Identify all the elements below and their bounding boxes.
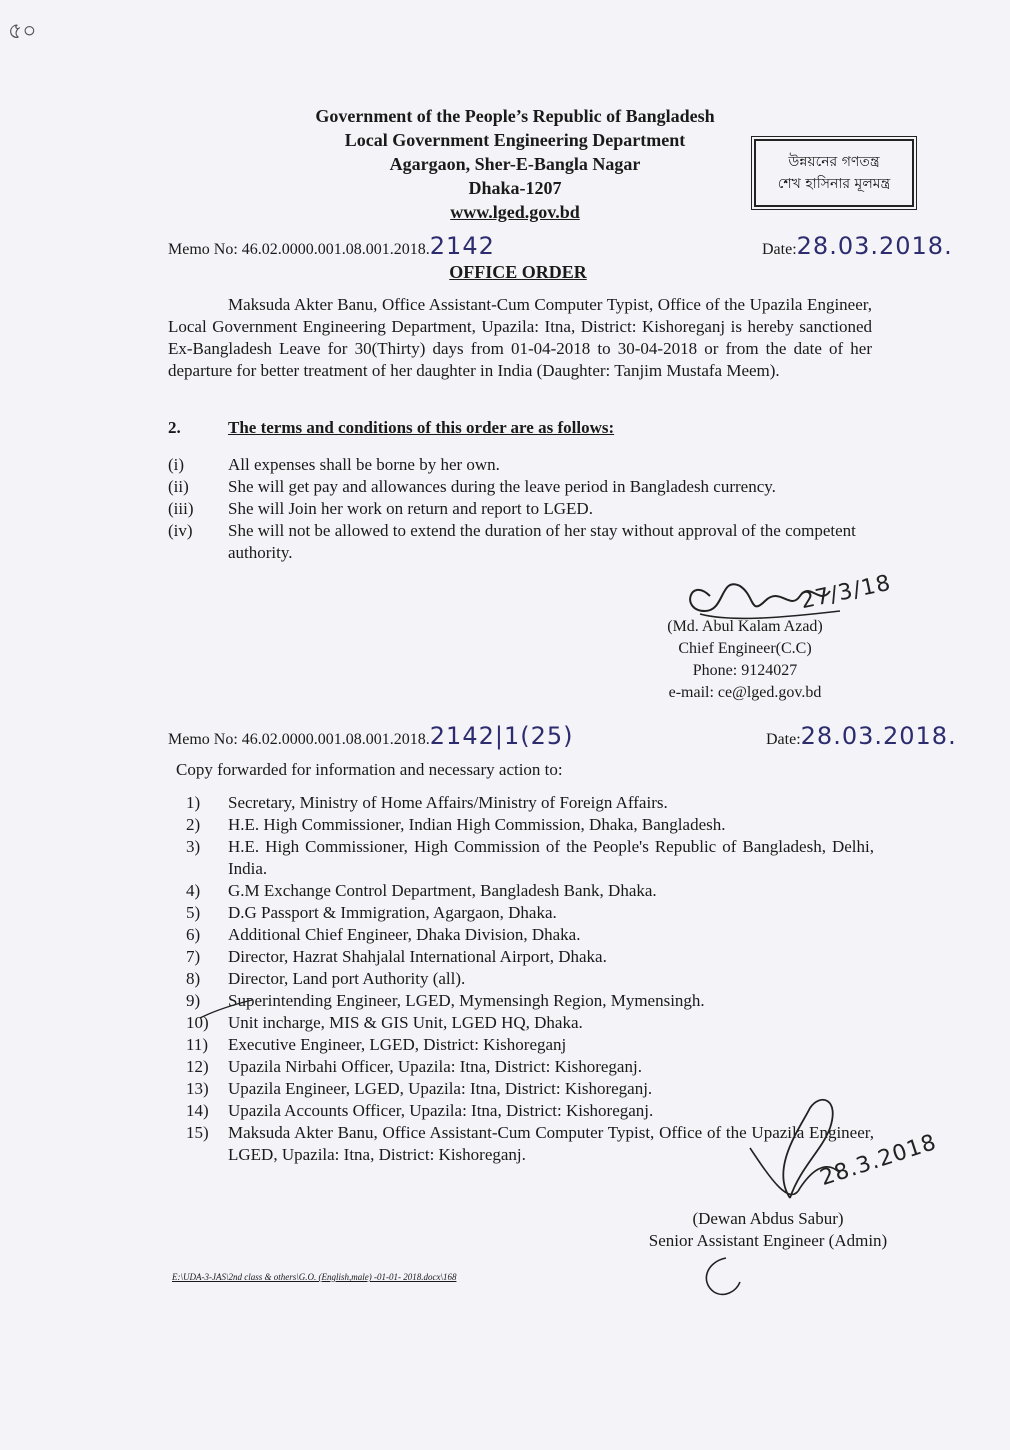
letterhead-government: Government of the People’s Republic of Bangladesh bbox=[315, 106, 715, 126]
section-heading: The terms and conditions of this order are as follows: bbox=[228, 418, 615, 437]
list-item bbox=[168, 946, 874, 968]
list-item bbox=[168, 924, 874, 946]
section-number: 2. bbox=[168, 418, 181, 437]
list-text: Unit incharge, MIS & GIS Unit, LGED HQ, Dhaka. bbox=[228, 1013, 583, 1032]
memo-handwritten-number: 2142|1(25) bbox=[429, 722, 574, 750]
list-number: 13) bbox=[186, 1079, 209, 1098]
list-number: 2) bbox=[186, 815, 201, 834]
term-item bbox=[168, 454, 872, 476]
file-path-footer: E:\UDA-3-JAS\2nd class & others\G.O. (English,male) -01-01- 2018.docx\168 bbox=[172, 1272, 457, 1282]
list-item bbox=[168, 1078, 874, 1100]
initial-flourish bbox=[696, 1252, 756, 1302]
order-paragraph: Maksuda Akter Banu, Office Assistant-Cum Computer Typist, Office of the Upazila Engineer, Local Government Engineering Department, Upazila: Itna, District: Kishoreganj is hereby sanctioned Ex-Bangladesh Leave for 30(Thirty) days from 01-04-2018 to 30-04-2018 or from the date of her departure for better treatment of her daughter in India (Daughter: Tanjim Mustafa Meem). bbox=[168, 295, 872, 380]
list-number: 14) bbox=[186, 1101, 209, 1120]
letterhead-department: Local Government Engineering Department bbox=[344, 130, 686, 150]
signature-2-date: 28.3.2018 bbox=[817, 1129, 940, 1192]
signatory-2-block bbox=[628, 1208, 908, 1252]
list-number: 5) bbox=[186, 903, 201, 922]
recipient-list bbox=[168, 792, 874, 1166]
list-number: 9) bbox=[186, 991, 201, 1010]
letterhead-address: Agargaon, Sher-E-Bangla Nagar bbox=[389, 154, 641, 174]
list-number: 11) bbox=[186, 1035, 209, 1054]
slogan-line-2: শেখ হাসিনার মূলমন্ত্র bbox=[777, 176, 891, 192]
term-text: All expenses shall be borne by her own. bbox=[228, 455, 500, 474]
list-item bbox=[168, 792, 874, 814]
signature-1-date: 27/3/18 bbox=[798, 570, 894, 615]
list-number: 1) bbox=[186, 793, 201, 812]
date-label: Date: bbox=[766, 731, 801, 748]
memo-label: Memo No: 46.02.0000.001.08.001.2018. bbox=[168, 241, 430, 258]
signatory-1-email: e-mail: ce@lged.gov.bd bbox=[668, 684, 822, 701]
memo-handwritten-date: 28.03.2018. bbox=[796, 232, 953, 260]
term-item bbox=[168, 520, 872, 564]
memo-handwritten-date: 28.03.2018. bbox=[800, 722, 957, 750]
term-key: (iv) bbox=[168, 521, 193, 540]
list-text: G.M Exchange Control Department, Bangladesh Bank, Dhaka. bbox=[228, 881, 657, 900]
date-label: Date: bbox=[762, 241, 797, 258]
list-number: 3) bbox=[186, 837, 201, 856]
letterhead-website: www.lged.gov.bd bbox=[450, 202, 580, 222]
list-number: 4) bbox=[186, 881, 201, 900]
list-number: 15) bbox=[186, 1123, 209, 1142]
memo-date-2 bbox=[766, 722, 957, 750]
list-number: 8) bbox=[186, 969, 201, 988]
terms-section-heading bbox=[168, 418, 614, 438]
list-text: Additional Chief Engineer, Dhaka Division, Dhaka. bbox=[228, 925, 581, 944]
term-text: She will not be allowed to extend the duration of her stay without approval of the competent authority. bbox=[228, 521, 856, 562]
term-key: (i) bbox=[168, 455, 185, 474]
signatory-2-name: (Dewan Abdus Sabur) bbox=[692, 1209, 844, 1228]
signatory-1-phone: Phone: 9124027 bbox=[692, 662, 798, 679]
list-item bbox=[168, 990, 874, 1012]
list-text: Upazila Engineer, LGED, Upazila: Itna, District: Kishoreganj. bbox=[228, 1079, 653, 1098]
list-item bbox=[168, 1122, 874, 1166]
list-number: 6) bbox=[186, 925, 201, 944]
list-text: Superintending Engineer, LGED, Mymensingh Region, Mymensingh. bbox=[228, 991, 705, 1010]
list-item bbox=[168, 968, 874, 990]
list-item bbox=[168, 836, 874, 880]
term-text: She will get pay and allowances during the leave period in Bangladesh currency. bbox=[228, 477, 776, 496]
list-text: Executive Engineer, LGED, District: Kishoreganj bbox=[228, 1035, 567, 1054]
corner-handwritten-mark: ৫০ bbox=[8, 19, 37, 44]
letterhead bbox=[230, 104, 800, 224]
terms-list bbox=[168, 454, 872, 564]
list-item bbox=[168, 1056, 874, 1078]
copy-forwarded-line: Copy forwarded for information and necessary action to: bbox=[176, 760, 563, 779]
signatory-1-name: (Md. Abul Kalam Azad) bbox=[667, 618, 823, 635]
list-text: H.E. High Commissioner, Indian High Commission, Dhaka, Bangladesh. bbox=[228, 815, 726, 834]
list-item bbox=[168, 814, 874, 836]
list-text: Maksuda Akter Banu, Office Assistant-Cum Computer Typist, Office of the Upazila Engineer, LGED, Upazila: Itna, District: Kishoreganj. bbox=[228, 1123, 874, 1164]
list-number: 12) bbox=[186, 1057, 209, 1076]
memo-handwritten-number: 2142 bbox=[429, 232, 495, 260]
term-key: (ii) bbox=[168, 477, 189, 496]
list-item bbox=[168, 902, 874, 924]
signatory-2-designation: Senior Assistant Engineer (Admin) bbox=[648, 1231, 888, 1250]
list-number: 7) bbox=[186, 947, 201, 966]
list-text: Secretary, Ministry of Home Affairs/Ministry of Foreign Affairs. bbox=[228, 793, 668, 812]
list-item bbox=[168, 1034, 874, 1056]
document-title: OFFICE ORDER bbox=[449, 262, 587, 282]
slogan-line-1: উন্নয়নের গণতন্ত্র bbox=[788, 154, 880, 170]
list-text: H.E. High Commissioner, High Commission of the People's Republic of Bangladesh, Delhi, India. bbox=[228, 837, 874, 878]
list-text: Director, Land port Authority (all). bbox=[228, 969, 466, 988]
term-item bbox=[168, 476, 872, 498]
list-number: 10) bbox=[186, 1013, 209, 1032]
memo-number-2 bbox=[168, 722, 573, 750]
list-item bbox=[168, 880, 874, 902]
list-text: Upazila Nirbahi Officer, Upazila: Itna, District: Kishoreganj. bbox=[228, 1057, 642, 1076]
memo-label: Memo No: 46.02.0000.001.08.001.2018. bbox=[168, 731, 430, 748]
term-item bbox=[168, 498, 872, 520]
signatory-1-block bbox=[640, 616, 850, 704]
list-item bbox=[168, 1100, 874, 1122]
signatory-1-designation: Chief Engineer(C.C) bbox=[678, 640, 812, 657]
letterhead-city: Dhaka-1207 bbox=[468, 178, 562, 198]
memo-number-1 bbox=[168, 232, 495, 260]
term-text: She will Join her work on return and report to LGED. bbox=[228, 499, 593, 518]
list-text: Upazila Accounts Officer, Upazila: Itna, District: Kishoreganj. bbox=[228, 1101, 654, 1120]
term-key: (iii) bbox=[168, 499, 194, 518]
list-text: Director, Hazrat Shahjalal International Airport, Dhaka. bbox=[228, 947, 607, 966]
list-item bbox=[168, 1012, 874, 1034]
slogan-box bbox=[754, 139, 914, 207]
memo-date-1 bbox=[762, 232, 953, 260]
list-text: D.G Passport & Immigration, Agargaon, Dhaka. bbox=[228, 903, 557, 922]
